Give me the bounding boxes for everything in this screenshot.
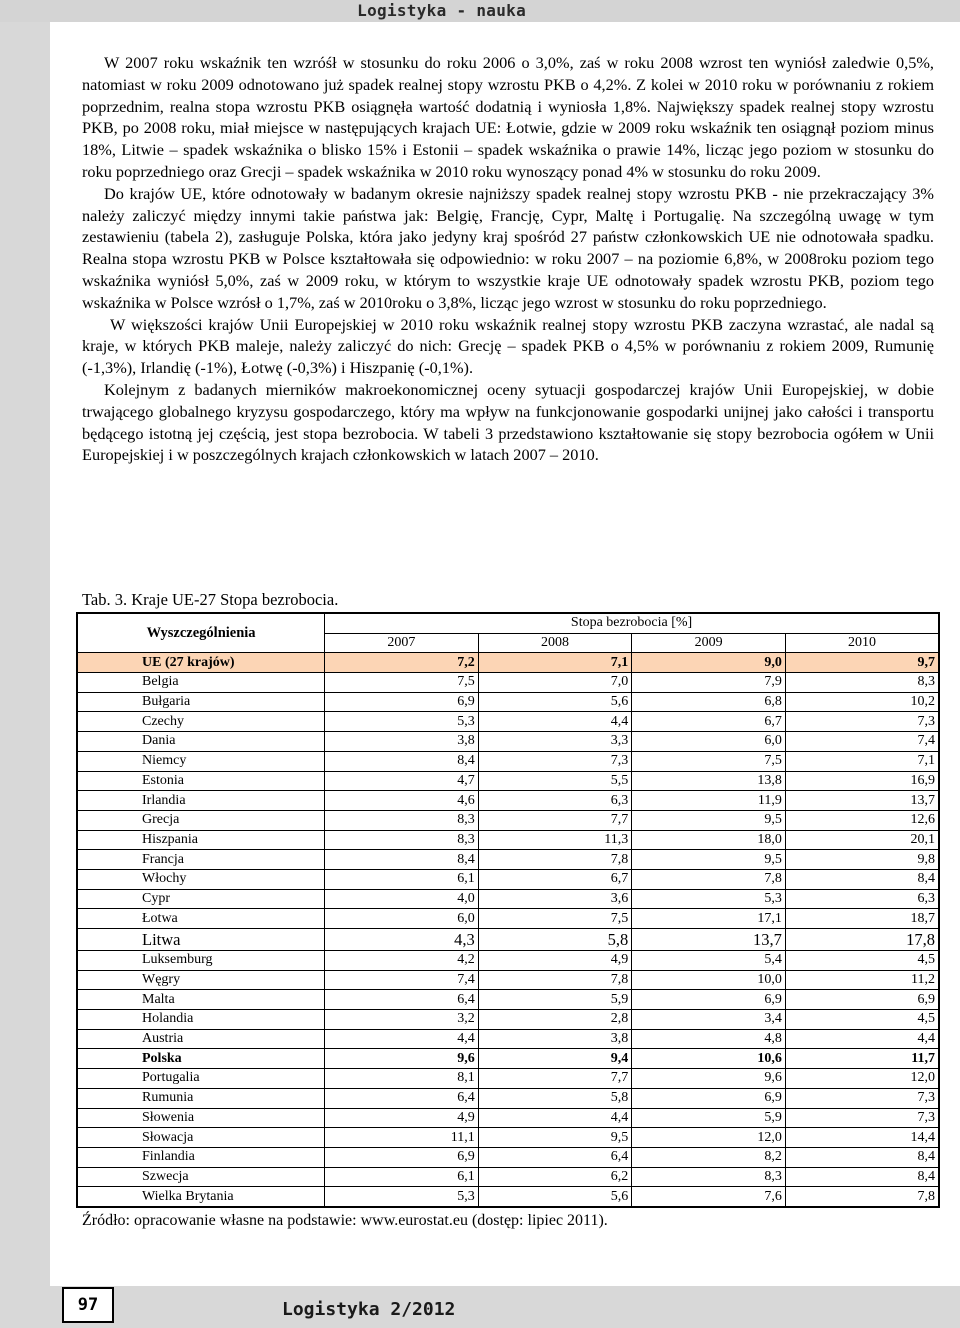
country-cell: Bułgaria (77, 692, 325, 712)
value-cell: 6,3 (478, 791, 632, 811)
value-cell: 4,5 (785, 1010, 939, 1030)
value-cell: 13,7 (632, 929, 786, 951)
value-cell: 7,8 (785, 1187, 939, 1207)
table-group-header: Stopa bezrobocia [%] (325, 613, 939, 633)
value-cell: 3,8 (325, 732, 479, 752)
country-cell: Włochy (77, 869, 325, 889)
value-cell: 6,4 (478, 1147, 632, 1167)
value-cell: 17,8 (785, 929, 939, 951)
table-row (77, 1147, 939, 1167)
year-header: 2009 (632, 633, 786, 653)
value-cell: 8,2 (632, 1147, 786, 1167)
table-row (77, 1187, 939, 1207)
country-cell: Holandia (77, 1010, 325, 1030)
value-cell: 5,8 (478, 929, 632, 951)
value-cell: 3,2 (325, 1010, 479, 1030)
value-cell: 8,3 (785, 673, 939, 693)
value-cell: 6,0 (632, 732, 786, 752)
country-cell: Słowenia (77, 1108, 325, 1128)
table-corner-header: Wyszczególnienia (77, 613, 325, 653)
value-cell: 8,4 (785, 869, 939, 889)
paragraph: Do krajów UE, które odnotowały w badanym okresie najniższy spadek realnej stopy wzrostu PKB - nie przekraczający 3% należy zaliczyć między innymi takie państwa jak: Belgię, Francję, Cypr, Maltę i Portugalię. Na szczególną uwagę w tym zestawieniu (tabela 2), zasługuje Polska, która jako jedyny kraj spośród 27 państw członkowskich UE nie odnotowała spadku. Realna stopa wzrostu PKB w Polsce kształtowała się odpowiednio: w roku 2007 – na poziomie 6,8%, w 2008roku poziom tego wskaźnika wyniósł 5,0%, zaś w 2009 roku, w którym to wszystkie kraje UE odnotowały spadek wzrostu PKB, poziom tego wskaźnika w Polsce wzrósł o 1,7%, zaś w 2010roku o 3,8%, licząc jego wzrost w stosunku do roku poprzedniego. (82, 183, 934, 312)
value-cell: 6,8 (632, 692, 786, 712)
value-cell: 8,4 (325, 850, 479, 870)
value-cell: 4,9 (478, 951, 632, 971)
table-row (77, 869, 939, 889)
value-cell: 4,7 (325, 771, 479, 791)
value-cell: 2,8 (478, 1010, 632, 1030)
value-cell: 7,8 (478, 970, 632, 990)
value-cell: 5,4 (632, 951, 786, 971)
value-cell: 5,3 (325, 712, 479, 732)
paragraph: W większości krajów Unii Europejskiej w 2010 roku wskaźnik realnej stopy wzrostu PKB zaczyna wzrastać, ale nadal są kraje, w których PKB maleje, należy zaliczyć do nich: Grecję – spadek PKB o 4,5% w porównaniu z rokiem 2009, Rumunię (-1,3%), Irlandię (-1%), Łotwę (-0,3%) i Hiszpanię (-0,1%). (82, 314, 934, 378)
value-cell: 7,8 (632, 869, 786, 889)
value-cell: 7,3 (785, 1088, 939, 1108)
page-number: 97 (62, 1287, 114, 1323)
value-cell: 11,7 (785, 1049, 939, 1069)
unemployment-table (76, 612, 940, 1208)
value-cell: 6,0 (325, 909, 479, 929)
value-cell: 5,9 (632, 1108, 786, 1128)
table-row (77, 1049, 939, 1069)
value-cell: 7,3 (478, 751, 632, 771)
value-cell: 8,4 (785, 1167, 939, 1187)
country-cell: Słowacja (77, 1128, 325, 1148)
value-cell: 17,1 (632, 909, 786, 929)
value-cell: 8,1 (325, 1069, 479, 1089)
year-header: 2007 (325, 633, 479, 653)
value-cell: 4,4 (785, 1029, 939, 1049)
table-body (77, 653, 939, 1207)
value-cell: 8,4 (785, 1147, 939, 1167)
value-cell: 6,7 (478, 869, 632, 889)
value-cell: 12,6 (785, 810, 939, 830)
value-cell: 7,7 (478, 810, 632, 830)
country-cell: Cypr (77, 889, 325, 909)
country-cell: Austria (77, 1029, 325, 1049)
left-margin-strip (0, 22, 50, 1328)
value-cell: 4,2 (325, 951, 479, 971)
value-cell: 6,7 (632, 712, 786, 732)
value-cell: 6,9 (325, 692, 479, 712)
country-cell: Hiszpania (77, 830, 325, 850)
value-cell: 10,6 (632, 1049, 786, 1069)
table-row (77, 751, 939, 771)
table-row (77, 1167, 939, 1187)
value-cell: 4,4 (325, 1029, 479, 1049)
value-cell: 6,9 (325, 1147, 479, 1167)
value-cell: 7,9 (632, 673, 786, 693)
value-cell: 16,9 (785, 771, 939, 791)
bottom-strip (0, 1286, 960, 1328)
country-cell: Finlandia (77, 1147, 325, 1167)
value-cell: 7,1 (785, 751, 939, 771)
value-cell: 4,9 (325, 1108, 479, 1128)
country-cell: Polska (77, 1049, 325, 1069)
value-cell: 5,3 (632, 889, 786, 909)
value-cell: 8,3 (325, 810, 479, 830)
country-cell: Portugalia (77, 1069, 325, 1089)
table-row (77, 889, 939, 909)
value-cell: 5,3 (325, 1187, 479, 1207)
value-cell: 7,3 (785, 712, 939, 732)
value-cell: 7,6 (632, 1187, 786, 1207)
value-cell: 7,2 (325, 653, 479, 673)
value-cell: 5,6 (478, 1187, 632, 1207)
value-cell: 9,4 (478, 1049, 632, 1069)
country-cell: Belgia (77, 673, 325, 693)
value-cell: 8,4 (325, 751, 479, 771)
country-cell: Rumunia (77, 1088, 325, 1108)
table-row (77, 653, 939, 673)
value-cell: 6,9 (785, 990, 939, 1010)
value-cell: 4,4 (478, 1108, 632, 1128)
value-cell: 8,3 (632, 1167, 786, 1187)
value-cell: 7,0 (478, 673, 632, 693)
value-cell: 5,6 (478, 692, 632, 712)
country-cell: UE (27 krajów) (77, 653, 325, 673)
country-cell: Łotwa (77, 909, 325, 929)
value-cell: 4,0 (325, 889, 479, 909)
table-row (77, 909, 939, 929)
paragraph: W 2007 roku wskaźnik ten wzróśł w stosunku do roku 2006 o 3,0%, zaś w roku 2008 wzrost ten wyniósł zaledwie 0,5%, natomiast w roku 2009 odnotowano już spadek realnej stopy wzrostu PKB o 4,2%. Z kolei w 2010 roku w porównaniu z rokiem poprzednim, realna stopa wzrostu PKB osiągnęła wartość dodatnią i wyniosła 1,8%. Największy spadek realnej stopy wzrostu PKB, po 2008 roku, miał miejsce w następujących krajach UE: Łotwie, gdzie w 2009 roku wskaźnik ten osiągnął poziom minus 18%, Litwie – spadek wskaźnika o blisko 15% i Estonii – spadek wskaźnika o prawie 14%, licząc jego poziom w stosunku do roku poprzedniego oraz Grecji – spadek wskaźnika w 2010 roku wynoszący ponad 4% w stosunku do roku 2009. (82, 53, 934, 181)
table-row (77, 1069, 939, 1089)
value-cell: 12,0 (632, 1128, 786, 1148)
value-cell: 11,2 (785, 970, 939, 990)
year-header: 2010 (785, 633, 939, 653)
table-row (77, 771, 939, 791)
table-row (77, 1088, 939, 1108)
table-caption: Tab. 3. Kraje UE-27 Stopa bezrobocia. (82, 590, 339, 609)
country-cell: Wielka Brytania (77, 1187, 325, 1207)
table-row (77, 673, 939, 693)
value-cell: 8,3 (325, 830, 479, 850)
value-cell: 18,0 (632, 830, 786, 850)
value-cell: 3,8 (478, 1029, 632, 1049)
value-cell: 7,5 (478, 909, 632, 929)
table-row (77, 951, 939, 971)
value-cell: 4,3 (325, 929, 479, 951)
value-cell: 7,1 (478, 653, 632, 673)
value-cell: 9,5 (632, 850, 786, 870)
value-cell: 5,5 (478, 771, 632, 791)
running-header-title: Logistyka - nauka (357, 1, 526, 20)
table-row (77, 990, 939, 1010)
value-cell: 4,8 (632, 1029, 786, 1049)
value-cell: 18,7 (785, 909, 939, 929)
table-row (77, 1108, 939, 1128)
value-cell: 13,8 (632, 771, 786, 791)
value-cell: 7,8 (478, 850, 632, 870)
table-row (77, 1029, 939, 1049)
table-row (77, 712, 939, 732)
value-cell: 10,0 (632, 970, 786, 990)
value-cell: 11,3 (478, 830, 632, 850)
value-cell: 9,7 (785, 653, 939, 673)
country-cell: Luksemburg (77, 951, 325, 971)
country-cell: Malta (77, 990, 325, 1010)
value-cell: 9,0 (632, 653, 786, 673)
value-cell: 3,4 (632, 1010, 786, 1030)
value-cell: 14,4 (785, 1128, 939, 1148)
country-cell: Szwecja (77, 1167, 325, 1187)
body-text (82, 52, 934, 466)
country-cell: Czechy (77, 712, 325, 732)
value-cell: 6,4 (325, 1088, 479, 1108)
table-row (77, 850, 939, 870)
value-cell: 6,2 (478, 1167, 632, 1187)
value-cell: 6,4 (325, 990, 479, 1010)
table-row (77, 830, 939, 850)
value-cell: 13,7 (785, 791, 939, 811)
table-row (77, 1128, 939, 1148)
value-cell: 9,5 (632, 810, 786, 830)
table-row (77, 732, 939, 752)
country-cell: Litwa (77, 929, 325, 951)
country-cell: Francja (77, 850, 325, 870)
table-row (77, 791, 939, 811)
value-cell: 12,0 (785, 1069, 939, 1089)
value-cell: 10,2 (785, 692, 939, 712)
source-note: Źródło: opracowanie własne na podstawie: www.eurostat.eu (dostęp: lipiec 2011). (82, 1212, 608, 1229)
value-cell: 6,9 (632, 1088, 786, 1108)
value-cell: 11,9 (632, 791, 786, 811)
value-cell: 3,6 (478, 889, 632, 909)
table-row (77, 810, 939, 830)
value-cell: 6,9 (632, 990, 786, 1010)
value-cell: 9,5 (478, 1128, 632, 1148)
value-cell: 7,4 (785, 732, 939, 752)
year-header: 2008 (478, 633, 632, 653)
country-cell: Irlandia (77, 791, 325, 811)
country-cell: Węgry (77, 970, 325, 990)
value-cell: 9,6 (325, 1049, 479, 1069)
value-cell: 3,3 (478, 732, 632, 752)
country-cell: Niemcy (77, 751, 325, 771)
paragraph: Kolejnym z badanych mierników makroekonomicznej oceny sytuacji gospodarczej krajów Unii Europejskiej, w dobie trwającego globalnego kryzysu gospodarczego, który ma wpływ na funkcjonowanie gospodarki unijnej jako całości i transportu będącego istotną jej częścią, jest stopa bezrobocia. W tabeli 3 przedstawiono kształtowanie się stopy bezrobocia ogółem w Unii Europejskiej i w poszczególnych krajach członkowskich w latach 2007 – 2010. (82, 379, 934, 465)
value-cell: 7,5 (325, 673, 479, 693)
value-cell: 5,8 (478, 1088, 632, 1108)
value-cell: 7,4 (325, 970, 479, 990)
value-cell: 9,8 (785, 850, 939, 870)
value-cell: 11,1 (325, 1128, 479, 1148)
country-cell: Grecja (77, 810, 325, 830)
value-cell: 20,1 (785, 830, 939, 850)
value-cell: 4,5 (785, 951, 939, 971)
value-cell: 6,3 (785, 889, 939, 909)
country-cell: Dania (77, 732, 325, 752)
country-cell: Estonia (77, 771, 325, 791)
value-cell: 7,7 (478, 1069, 632, 1089)
value-cell: 6,1 (325, 1167, 479, 1187)
value-cell: 6,1 (325, 869, 479, 889)
table-row (77, 929, 939, 951)
value-cell: 5,9 (478, 990, 632, 1010)
value-cell: 4,6 (325, 791, 479, 811)
value-cell: 7,5 (632, 751, 786, 771)
table-row (77, 1010, 939, 1030)
journal-footer: Logistyka 2/2012 (282, 1299, 456, 1320)
value-cell: 4,4 (478, 712, 632, 732)
table-row (77, 970, 939, 990)
table-row (77, 692, 939, 712)
value-cell: 7,3 (785, 1108, 939, 1128)
value-cell: 9,6 (632, 1069, 786, 1089)
